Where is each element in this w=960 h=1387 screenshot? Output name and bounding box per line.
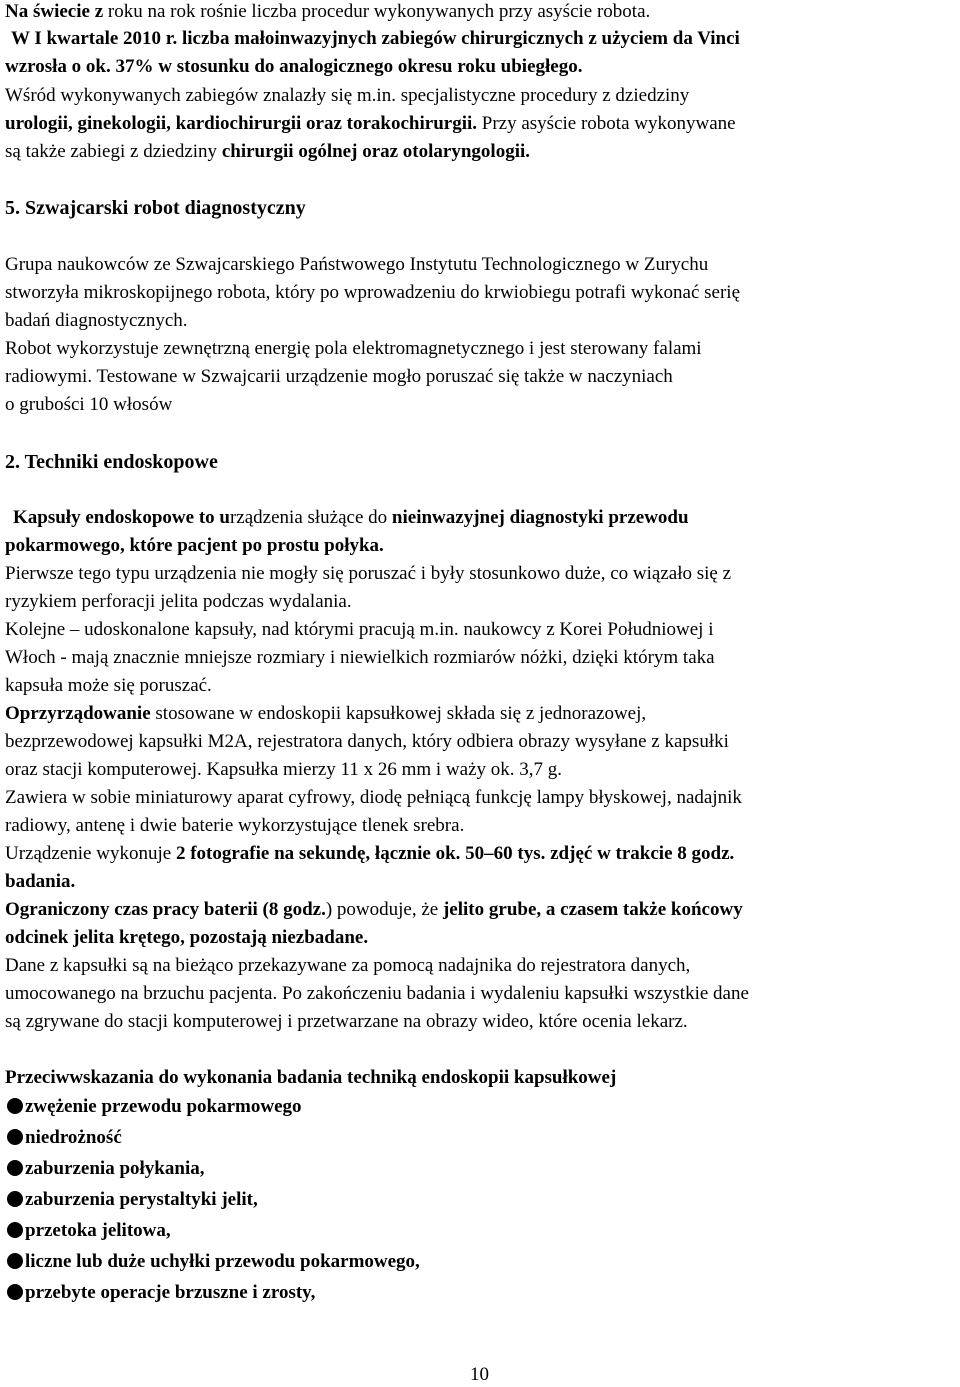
section-5-line: radiowymi. Testowane w Szwajcarii urządzenie mogło poruszać się także w naczyniach xyxy=(5,366,673,387)
capsule-line-4: ryzykiem perforacji jelita podczas wydalania. xyxy=(5,591,352,612)
section-5-heading: 5. Szwajcarski robot diagnostyczny xyxy=(5,197,306,219)
intro-bold: urologii, ginekologii, kardiochirurgii oraz torakochirurgii. xyxy=(5,113,478,134)
page-number: 10 xyxy=(470,1364,489,1385)
capsule-line-6: Włoch - mają znacznie mniejsze rozmiary i niewielkich rozmiarów nóżki, dzięki którym taka xyxy=(5,647,715,668)
contraindication-item xyxy=(7,1157,204,1181)
battery-line-2: odcinek jelita krętego, pozostają niezbadane. xyxy=(5,927,369,948)
contraindication-item xyxy=(7,1281,315,1305)
capsule-text: rządzenia służące do xyxy=(229,507,392,528)
contraindication-item xyxy=(7,1188,258,1212)
intro-text: Przy asyście robota wykonywane xyxy=(477,113,736,134)
contraindication-item xyxy=(7,1126,122,1150)
contraindication-item xyxy=(7,1250,420,1274)
contraindications-heading: Przeciwwskazania do wykonania badania techniką endoskopii kapsułkowej xyxy=(5,1067,617,1088)
equipment-line-3: oraz stacji komputerowej. Kapsułka mierzy 11 x 26 mm i waży ok. 3,7 g. xyxy=(5,759,563,780)
battery-bold: jelito grube, a czasem także końcowy xyxy=(442,899,743,920)
section-5-line: badań diagnostycznych. xyxy=(5,310,188,331)
contraindication-text: niedrożność xyxy=(25,1127,122,1148)
capsule-line-2: pokarmowego, które pacjent po prostu połyka. xyxy=(5,535,384,556)
intro-text: roku na rok rośnie liczba procedur wykonywanych przy asyście robota. xyxy=(103,1,651,22)
contraindication-text: zaburzenia perystaltyki jelit, xyxy=(25,1189,258,1210)
battery-line-1 xyxy=(5,898,743,922)
intro-bold: chirurgii ogólnej oraz otolaryngologii. xyxy=(221,141,530,162)
equipment-bold: Oprzyrządowanie xyxy=(5,703,151,724)
section-2-heading: 2. Techniki endoskopowe xyxy=(5,451,218,473)
contents-line-1: Zawiera w sobie miniaturowy aparat cyfrowy, diodę pełniącą funkcję lampy błyskowej, nadajnik xyxy=(5,787,742,808)
capsule-bold: nieinwazyjnej diagnostyki przewodu xyxy=(391,507,689,528)
intro-line-5 xyxy=(5,112,736,136)
intro-line-3: wzrosła o ok. 37% w stosunku do analogicznego okresu roku ubiegłego. xyxy=(5,56,583,77)
data-line-3: są zgrywane do stacji komputerowej i przetwarzane na obrazy wideo, które ocenia lekarz. xyxy=(5,1011,688,1032)
data-line-1: Dane z kapsułki są na bieżąco przekazywane za pomocą nadajnika do rejestratora danych, xyxy=(5,955,691,976)
battery-bold: Ograniczony czas pracy baterii (8 godz. xyxy=(5,899,326,920)
capsule-line-5: Kolejne – udoskonalone kapsuły, nad którymi pracują m.in. naukowcy z Korei Południowej i xyxy=(5,619,714,640)
section-5-line: o grubości 10 włosów xyxy=(5,394,173,415)
contraindication-text: przebyte operacje brzuszne i zrosty, xyxy=(25,1282,316,1303)
capsule-line-7: kapsuła może się poruszać. xyxy=(5,675,212,696)
contraindication-text: zwężenie przewodu pokarmowego xyxy=(25,1096,302,1117)
photos-line-2: badania. xyxy=(5,871,76,892)
bullet-icon xyxy=(7,1222,23,1238)
intro-line-2 xyxy=(11,27,740,51)
intro-bold: W I kwartale 2010 r. xyxy=(11,28,178,49)
bullet-icon xyxy=(7,1098,23,1114)
section-5-line: Grupa naukowców ze Szwajcarskiego Państwowego Instytutu Technologicznego w Zurychu xyxy=(5,254,709,275)
bullet-icon xyxy=(7,1160,23,1176)
bullet-icon xyxy=(7,1191,23,1207)
capsule-line-1 xyxy=(13,506,689,530)
photos-text: Urządzenie wykonuje xyxy=(5,843,176,864)
contents-line-2: radiowy, antenę i dwie baterie wykorzystujące tlenek srebra. xyxy=(5,815,465,836)
contraindication-text: przetoka jelitowa, xyxy=(25,1220,171,1241)
equipment-line-1 xyxy=(5,702,646,726)
equipment-line-2: bezprzewodowej kapsułki M2A, rejestratora danych, który odbiera obrazy wysyłane z kapsułki xyxy=(5,731,729,752)
battery-text: ) powoduje, że xyxy=(325,899,443,920)
equipment-text: stosowane w endoskopii kapsułkowej składa się z jednorazowej, xyxy=(150,703,647,724)
bullet-icon xyxy=(7,1129,23,1145)
capsule-bold: Kapsuły endoskopowe to u xyxy=(13,507,230,528)
intro-line-1 xyxy=(5,0,650,24)
data-line-2: umocowanego na brzuchu pacjenta. Po zakończeniu badania i wydaleniu kapsułki wszystkie dane xyxy=(5,983,749,1004)
section-5-line: stworzyła mikroskopijnego robota, który po wprowadzeniu do krwiobiegu potrafi wykonać serię xyxy=(5,282,741,303)
intro-bold: Na świecie z xyxy=(5,1,104,22)
contraindication-item xyxy=(7,1095,302,1119)
contraindication-text: zaburzenia połykania, xyxy=(25,1158,205,1179)
capsule-line-3: Pierwsze tego typu urządzenia nie mogły się poruszać i były stosunkowo duże, co wiązało się z xyxy=(5,563,732,584)
bullet-icon xyxy=(7,1253,23,1269)
section-5-line: Robot wykorzystuje zewnętrzną energię pola elektromagnetycznego i jest sterowany falami xyxy=(5,338,702,359)
contraindication-text: liczne lub duże uchyłki przewodu pokarmowego, xyxy=(25,1251,420,1272)
intro-line-4: Wśród wykonywanych zabiegów znalazły się m.in. specjalistyczne procedury z dziedziny xyxy=(5,85,690,106)
intro-line-6 xyxy=(5,140,530,164)
intro-text: są także zabiegi z dziedziny xyxy=(5,141,222,162)
contraindication-item xyxy=(7,1219,171,1243)
bullet-icon xyxy=(7,1284,23,1300)
photos-bold: 2 fotografie na sekundę, łącznie ok. 50–60 tys. zdjęć w trakcie 8 godz. xyxy=(175,843,735,864)
photos-line-1 xyxy=(5,842,734,866)
intro-bold: liczba małoinwazyjnych zabiegów chirurgicznych z użyciem da Vinci xyxy=(177,28,740,49)
